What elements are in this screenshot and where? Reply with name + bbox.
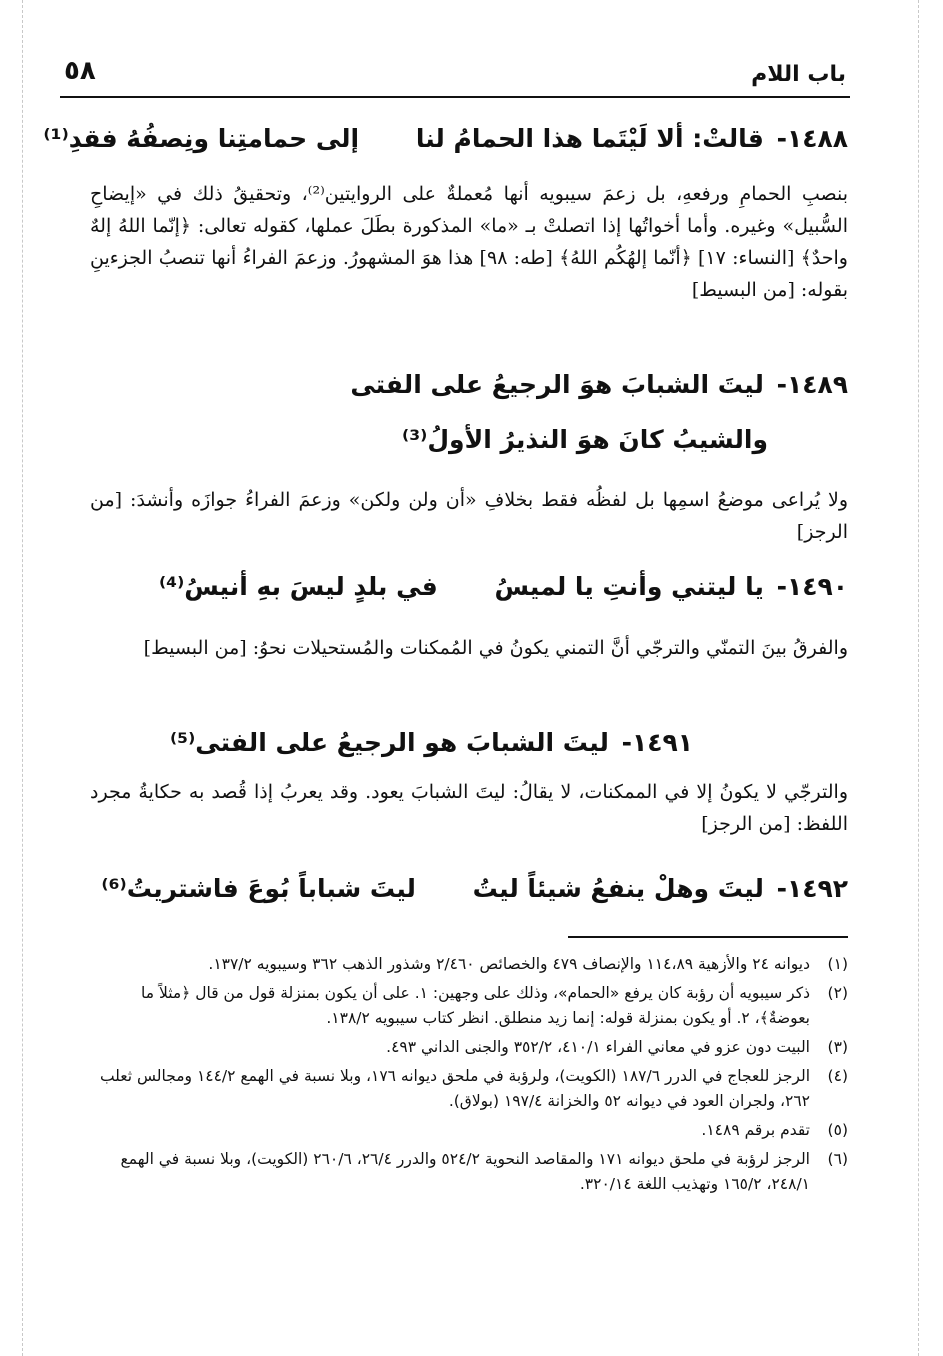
verse-1489-line-1 (90, 370, 848, 399)
verse-hemistich-2: إلى حمامتِنا ونِصفُهُ فقدِ⁽¹⁾ (43, 124, 360, 153)
page-number: ٥٨ (64, 56, 96, 86)
footnote-text: البيت دون عزو في معاني الفراء ٤١٠/١، ٣٥٢/٢ والجنى الداني ٤٩٣. (386, 1038, 810, 1056)
paragraph-text: ولا يُراعى موضعُ اسمِها بل لفظُه فقط بخلافِ «أن ولن ولكن» وزعمَ الفراءُ جوازَه وأنشدَ: [من الرجز] (90, 489, 848, 543)
footnote-2 (90, 981, 848, 1031)
verse-hemistich-2: في بلدٍ ليسَ بهِ أنيسُ⁽⁴⁾ (158, 572, 438, 601)
footnote-1 (90, 952, 848, 977)
verse-hemistich-1: قالتْ: ألا لَيْتَما هذا الحمامُ لنا (415, 124, 764, 153)
verse-1488 (43, 124, 848, 153)
paragraph-text: والفرقُ بينَ التمنّي والترجّي أنَّ التمني يكونُ في المُمكنات والمُستحيلات نحوُ: [من البسيط] (143, 637, 848, 659)
footnote-3 (90, 1035, 848, 1060)
verse-1489-line-2 (90, 425, 768, 454)
verse-1491 (90, 728, 693, 757)
verse-hemistich-2: والشيبُ كانَ هوَ النذيرُ الأولُ⁽³⁾ (401, 425, 768, 454)
verse-1490 (90, 572, 848, 601)
paragraph-text: والترجّي لا يكونُ إلا في الممكنات، لا يقالُ: ليتَ الشبابَ يعود. وقد يعربُ إذا قُصد به حكايةُ مجرد اللفظ: [من الرجز] (90, 781, 848, 835)
paragraph-2 (90, 484, 848, 548)
footnote-number: (١) (827, 955, 848, 973)
verse-hemistich-1: ليتَ وهلْ ينفعُ شيئاً ليتُ (472, 874, 764, 903)
page-header (60, 56, 850, 98)
verse-number: ١٤٩١- (621, 728, 693, 757)
footnote-text: تقدم برقم ١٤٨٩. (701, 1121, 810, 1139)
footnotes (90, 952, 848, 1201)
verse-hemistich-1: يا ليتني وأنتِ يا لميسُ (494, 572, 764, 601)
paragraph-text: بنصبِ الحمامِ ورفعهِ، بل زعمَ سيبويه أنها مُعملةٌ على الروايتين⁽²⁾، وتحقيقُ ذلك في «إيضاحِ السُّبيل» وغيره. وأما أخواتُها إذا اتصلتْ بـ «ما» المذكورة بطَلَ عملها، كقوله تعالى: ﴿إنّما اللهُ إلهٌ واحدٌ﴾ [النساء: ١٧] ﴿أنّما إلهُكُم اللهُ﴾ [طه: ٩٨] هذا هوَ المشهورُ. وزعمَ الفراءُ أنها تنصبُ الجزءينِ بقوله: [من البسيط] (90, 183, 848, 301)
verse-hemistich-1: ليتَ الشبابَ هو الرجيعُ على الفتى⁽⁵⁾ (169, 728, 609, 757)
scan-edge-right (918, 0, 919, 1356)
footnote-4 (90, 1064, 848, 1114)
chapter-title: باب اللام (751, 62, 846, 87)
footnote-text: ديوانه ٢٤ والأزهية ١١٤،٨٩ والإنصاف ٤٧٩ والخصائص ٢/٤٦٠ وشذور الذهب ٣٦٢ وسيبويه ١٣٧/٢. (208, 955, 810, 973)
footnote-6 (90, 1147, 848, 1197)
verse-number: ١٤٩٠- (776, 572, 848, 601)
verse-number: ١٤٩٢- (776, 874, 848, 903)
footnote-text: الرجز لرؤبة في ملحق ديوانه ١٧١ والمقاصد النحوية ٥٢٤/٢ والدرر ٢٦/٤، ٢٦٠/٦ (الكويت)، وبلا نسبة في الهمع ٢٤٨/١، ١٦٥/٢ وتهذيب اللغة ٣٢٠/١٤. (120, 1150, 810, 1193)
footnote-5 (90, 1118, 848, 1143)
footnote-separator (568, 936, 848, 938)
footnote-number: (٣) (827, 1038, 848, 1056)
paragraph-1 (90, 178, 848, 306)
footnote-number: (٦) (827, 1150, 848, 1168)
paragraph-3 (90, 632, 848, 664)
verse-hemistich-2: ليتَ شباباً بُوعَ فاشتريتُ⁽⁶⁾ (101, 874, 416, 903)
footnote-number: (٥) (827, 1121, 848, 1139)
scan-edge-left (22, 0, 23, 1356)
footnote-number: (٤) (827, 1067, 848, 1085)
footnote-text: ذكر سيبويه أن رؤبة كان يرفع «الحمام»، وذلك على وجهين: ١. على أن يكون بمنزلة قول من قال ﴿مثلاً ما بعوضةٌ﴾، ٢. أو يكون بمنزلة قوله: إنما زيد منطلق. انظر كتاب سيبويه ١٣٨/٢. (141, 984, 810, 1027)
verse-number: ١٤٨٨- (776, 124, 848, 153)
verse-hemistich-1: ليتَ الشبابَ هوَ الرجيعُ على الفتى (350, 370, 764, 399)
verse-1492 (90, 874, 848, 903)
verse-number: ١٤٨٩- (776, 370, 848, 399)
footnote-text: الرجز للعجاج في الدرر ١٨٧/٦ (الكويت)، ولرؤبة في ملحق ديوانه ١٧٦، وبلا نسبة في الهمع ١٤٤/٢ ومجالس ثعلب ٢٦٢، ولجران العود في ديوانه ٥٢ والخزانة ١٩٧/٤ (بولاق). (99, 1067, 810, 1110)
paragraph-4 (90, 776, 848, 840)
footnote-number: (٢) (827, 984, 848, 1002)
